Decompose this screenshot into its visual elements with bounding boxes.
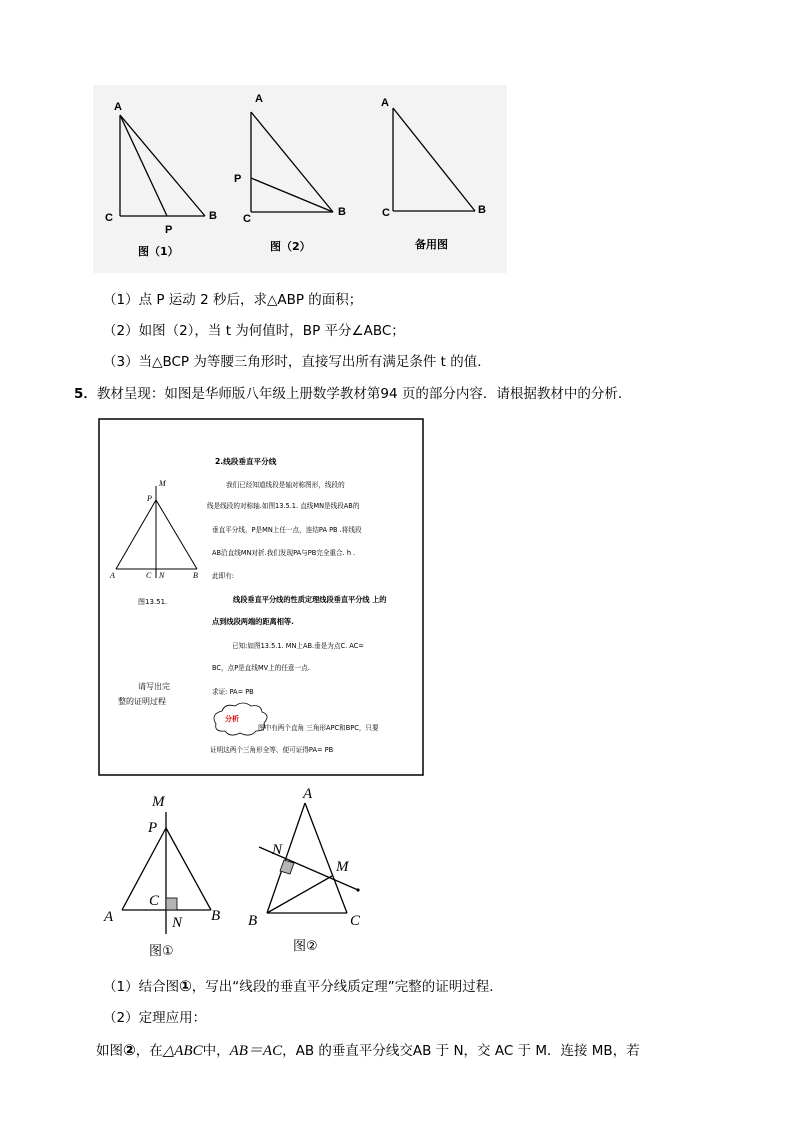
tb-p1: 我们已经知道线段是轴对称图形，线段的 — [226, 481, 345, 489]
q5-last-b: ，在 — [135, 1043, 163, 1059]
bf1-label-p: P — [148, 820, 158, 836]
tb-side-1: 请写出完 — [138, 682, 170, 691]
fig2-caption: 图（2） — [270, 240, 311, 253]
bf1-label-a: A — [104, 909, 114, 925]
q5-last-c: 中， — [202, 1043, 230, 1059]
fig2-label-b: B — [338, 206, 346, 218]
tb-p5: 此即有: — [212, 572, 235, 580]
bf2-label-b: B — [248, 913, 258, 929]
tb-analysis-1: 图中有两个直角 三角形APC和BPC，只要 — [258, 724, 379, 732]
bf2-label-m: M — [336, 859, 349, 875]
q5-last-a: 如图 — [96, 1043, 123, 1059]
bf1-label-b: B — [211, 908, 221, 924]
fig2-label-a: A — [255, 93, 263, 105]
q4-part2: （2）如图（2），当 t 为何值时，BP 平分∠ABC； — [103, 323, 405, 339]
figures-top — [93, 85, 507, 273]
fig2-label-p: P — [234, 173, 242, 185]
right-angle-mark — [166, 898, 177, 910]
q5-part1 — [103, 976, 503, 997]
tb-cloud-label: 分析 — [225, 715, 239, 723]
tb-label-n: N — [159, 571, 165, 580]
bf1-label-c: C — [149, 893, 160, 909]
fig3-label-a: A — [381, 97, 389, 109]
figures-bottom — [96, 784, 386, 964]
q5-last-line — [96, 1040, 640, 1061]
tb-p3: 垂直平分线，P是MN上任一点，连结PA PB .将线段 — [212, 526, 362, 534]
tb-analysis-2: 证明这两个三角形全等、便可证得PA= PB — [210, 746, 334, 754]
tb-fig-caption: 图13.51. — [138, 598, 168, 606]
bf2-caption: 图② — [293, 939, 318, 954]
q5-part1-circle: ① — [179, 977, 192, 995]
tb-label-m: M — [159, 479, 166, 488]
right-angle-mark-2 — [280, 860, 294, 874]
q4-part1: （1）点 P 运动 2 秒后，求△ABP 的面积； — [103, 292, 363, 308]
fig3-caption: 备用图 — [415, 238, 448, 251]
bf1-label-m: M — [152, 794, 165, 810]
textbook-excerpt — [98, 418, 424, 776]
q5-intro-text: 教材呈现：如图是华师版八年级上册数学教材第94 页的部分内容．请根据教材中的分析． — [96, 386, 632, 402]
q5-part1-a: （1）结合图 — [103, 979, 180, 995]
bf1-label-n: N — [172, 915, 183, 931]
bottom-figure-2 — [259, 803, 358, 913]
q5-last-equation: AB＝AC — [229, 1043, 283, 1059]
bf1-caption: 图① — [149, 944, 174, 959]
bf2-label-a: A — [303, 786, 313, 802]
bottom-figure-1 — [122, 812, 211, 934]
fig1-label-a: A — [114, 101, 122, 113]
tb-side-2: 整的证明过程 — [118, 697, 166, 706]
fig2-label-c: C — [243, 213, 251, 225]
tb-label-c: C — [146, 571, 152, 580]
q5-part1-b: ，写出“线段的垂直平分线质定理”完整的证明过程． — [191, 979, 503, 995]
q4-part3: （3）当△BCP 为等腰三角形时，直接写出所有满足条件 t 的值． — [103, 354, 491, 370]
fig1-label-p: P — [165, 224, 173, 236]
q5-intro — [74, 384, 631, 404]
tb-heading: 2.线段垂直平分线 — [215, 457, 277, 466]
q5-last-circle: ② — [123, 1041, 136, 1059]
fig1-label-b: B — [209, 210, 217, 222]
tb-given-1: 已知:如图13.5.1. MN上AB.垂是为点C. AC= — [232, 642, 364, 650]
q5-part2: （2）定理应用： — [103, 1010, 207, 1026]
tb-label-b: B — [193, 571, 198, 580]
tb-label-a: A — [110, 571, 115, 580]
bf2-label-n: N — [272, 842, 283, 858]
fig3-label-c: C — [382, 207, 390, 219]
tb-label-p: P — [147, 494, 152, 503]
tb-p4: AB沿直线MN对折.我们发现PA与PB完全重合. h . — [212, 549, 356, 557]
q5-last-d: ，AB 的垂直平分线交AB 于 N，交 AC 于 M．连接 MB，若 — [282, 1043, 640, 1059]
bf2-label-c: C — [350, 913, 361, 929]
tb-p2: 线是线段的对称轴.如图13.5.1. 直线MN是线段AB的 — [207, 502, 360, 510]
q5-number: 5． — [74, 386, 97, 402]
fig1-label-c: C — [105, 212, 113, 224]
tb-theorem-2: 点到线段两端的距离相等. — [212, 617, 294, 626]
fig3-label-b: B — [478, 204, 486, 216]
tb-prove: 求证: PA= PB — [212, 688, 254, 696]
fig1-caption: 图（1） — [138, 245, 179, 258]
q5-last-triangle: △ABC — [162, 1043, 203, 1059]
tb-theorem-1: 线段垂直平分线的性质定理线段垂直平分线 上的 — [233, 595, 387, 604]
tb-given-2: BC，点P是直线MV上的任意一点. — [212, 664, 310, 672]
